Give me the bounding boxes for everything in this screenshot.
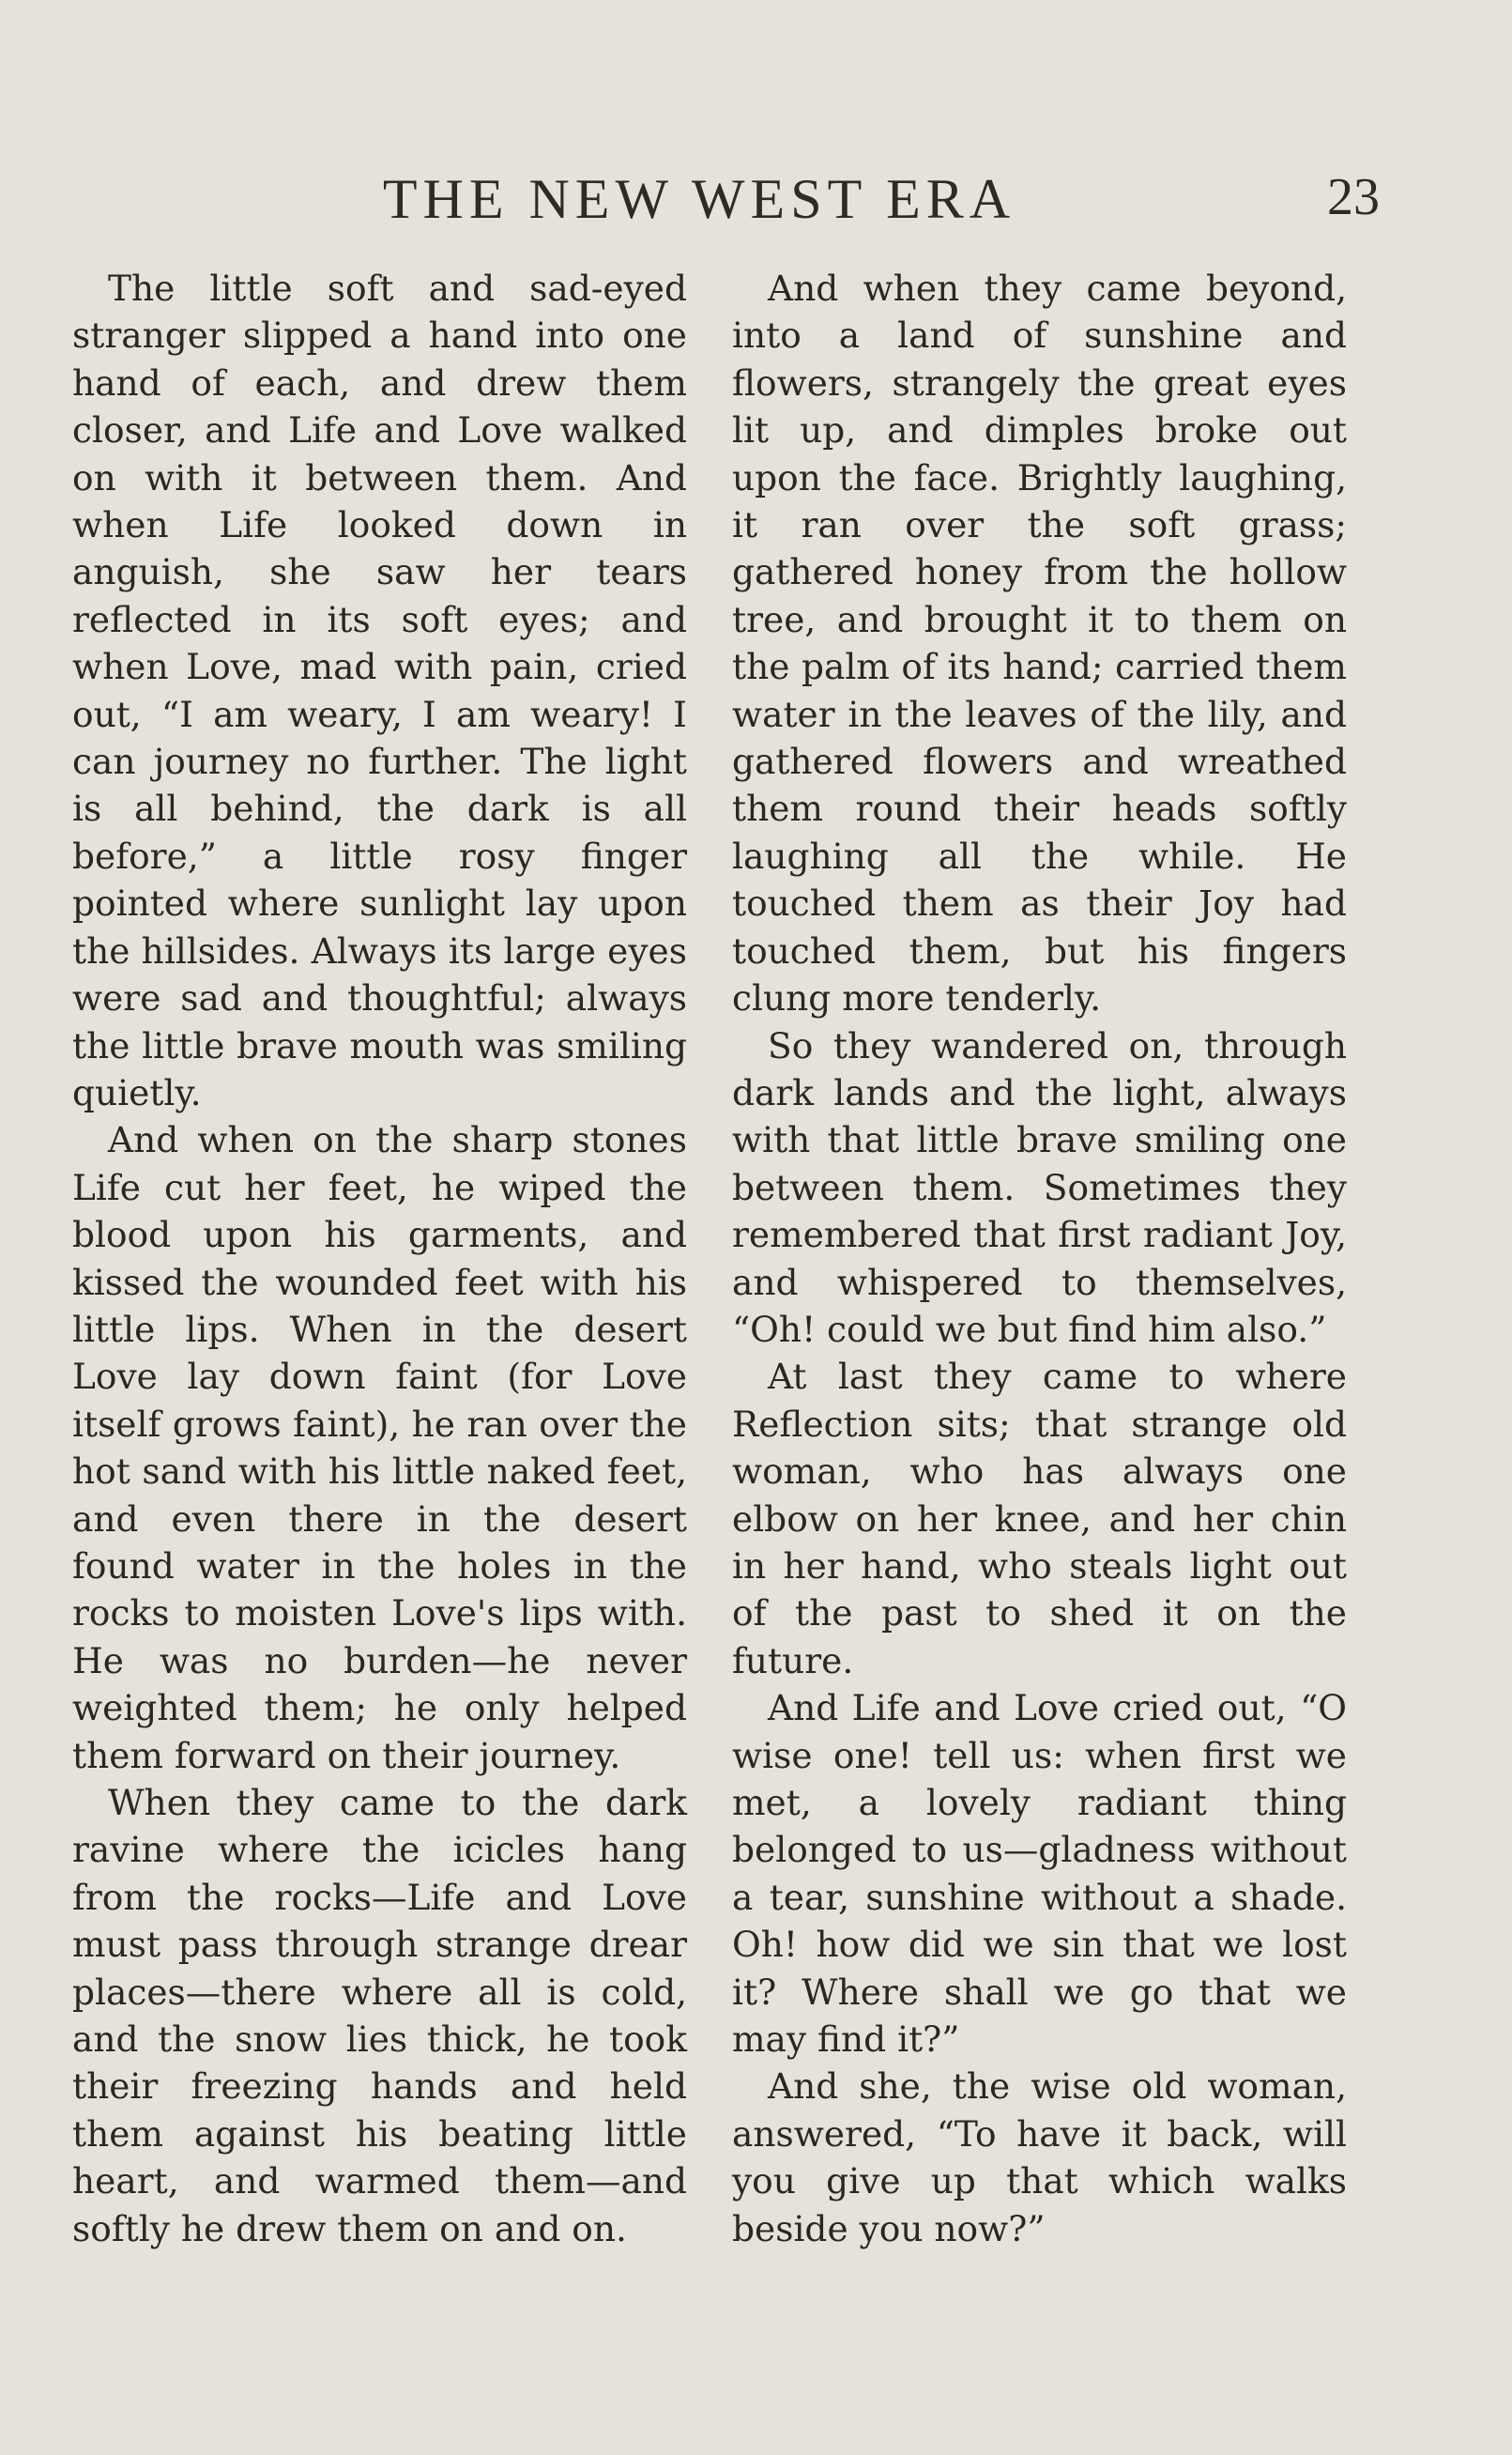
right-paragraph-2: So they wandered on, through dark lands and the light, always with that little brave smiling one between them. Sometimes they remembered that first radiant Joy, and whispered to themselves, “Oh! could we but find him also.” <box>732 1024 1347 1350</box>
right-paragraph-1: And when they came beyond, into a land of sunshine and flowers, strangely the great eyes lit up, and dimples broke out upon the face. Brightly laughing, it ran over the soft grass; gathered honey from the hollow tree, and brought it to them on the palm of its hand; carried them water in the leaves of the lily, and gathered flowers and wreathed them round their heads softly laughing all the while. He touched them as their Joy had touched them, but his fingers clung more tenderly. <box>732 268 1347 1020</box>
left-paragraph-1: The little soft and sad-eyed stranger slipped a hand into one hand of each, and drew them closer, and Life and Love walked on with it between them. And when Life looked down in anguish, she saw her tears reflected in its soft eyes; and when Love, mad with pain, cried out, “I am weary, I am weary! I can journey no further. The light is all behind, the dark is all before,” a little rosy finger pointed where sunlight lay upon the hillsides. Always its large eyes were sad and thoughtful; always the little brave mouth was smiling quietly. <box>72 268 687 1113</box>
right-paragraph-3: At last they came to where Reflection sits; that strange old woman, who has always one elbow on her knee, and her chin in her hand, who steals light out of the past to shed it on the future. <box>732 1356 1347 1681</box>
page-header <box>0 167 1512 233</box>
page-number: 23 <box>1327 168 1380 226</box>
left-column <box>72 265 687 2252</box>
left-paragraph-2: And when on the sharp stones Life cut her feet, he wiped the blood upon his garments, and kissed the wounded feet with his little lips. When in the desert Love lay down faint (for Love itself grows faint), he ran over the hot sand with his little naked feet, and even there in the desert found water in the holes in the rocks to moisten Love's lips with. He was no burden—he never weighted them; he only helped them forward on their journey. <box>72 1119 687 1776</box>
right-column <box>732 265 1347 2252</box>
left-paragraph-3: When they came to the dark ravine where the icicles hang from the rocks—Life and Love must pass through strange drear places—there where all is cold, and the snow lies thick, he took their freezing hands and held them against his beating little heart, and warmed them—and softly he drew them on and on. <box>72 1782 687 2249</box>
publication-title: THE NEW WEST ERA <box>382 168 1016 230</box>
right-paragraph-4: And Life and Love cried out, “O wise one! tell us: when first we met, a lovely radiant thing belonged to us—gladness without a tear, sunshine without a shade. Oh! how did we sin that we lost it? Where shall we go that we may find it?” <box>732 1687 1347 2061</box>
right-paragraph-5: And she, the wise old woman, answered, “To have it back, will you give up that which walks beside you now?” <box>732 2065 1347 2249</box>
